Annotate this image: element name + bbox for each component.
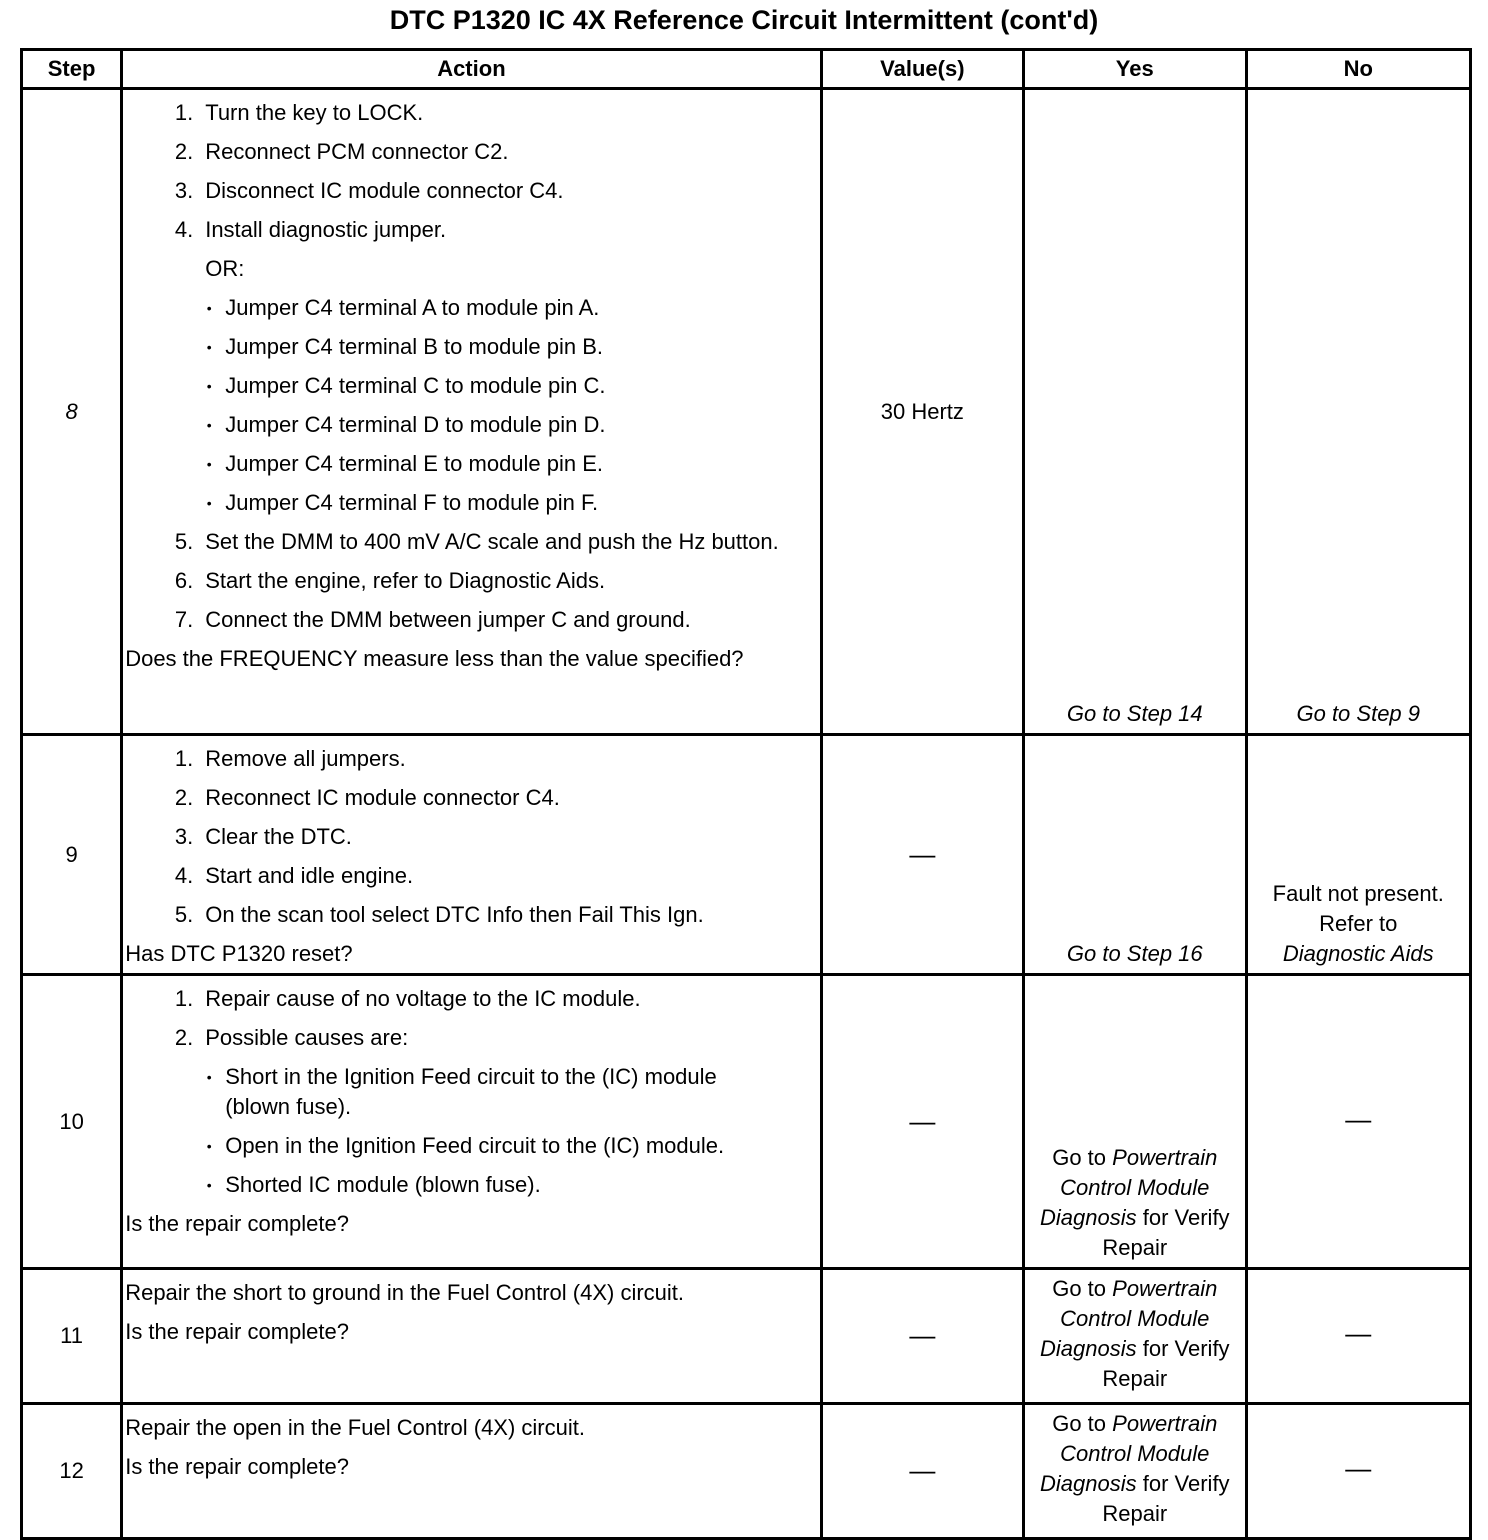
step-number: 10 [22, 975, 122, 1269]
no-dash: — [1345, 1318, 1372, 1348]
page-title: DTC P1320 IC 4X Reference Circuit Intermittent (cont'd) [389, 5, 1099, 35]
no-dash: — [1345, 1453, 1372, 1483]
table-row [22, 1269, 1471, 1404]
no-cell [1246, 1269, 1471, 1404]
value-dash: — [909, 1320, 936, 1350]
list-item: • Open in the Ignition Feed circuit to the (IC) module. [193, 1131, 805, 1161]
yes-cell [1024, 1404, 1246, 1539]
yes-text: Go to [1052, 1276, 1107, 1301]
bullet-icon: • [206, 1138, 212, 1154]
action-steps [125, 984, 805, 1053]
no-cell [1246, 89, 1471, 735]
list-item: • Short in the Ignition Feed circuit to the (IC) module (blown fuse). [193, 1062, 805, 1122]
yes-text: Verify Repair [1102, 1205, 1230, 1260]
step-number: 8 [22, 89, 122, 735]
action-steps [125, 98, 805, 245]
bullet-icon: • [206, 495, 212, 511]
yes-link[interactable]: Powertrain Control Module Diagnosis [1039, 1411, 1218, 1496]
yes-link[interactable]: Powertrain Control Module Diagnosis [1039, 1276, 1218, 1361]
list-item: 3. Clear the DTC. [174, 824, 352, 849]
or-label: OR: [205, 256, 245, 281]
bullet-icon: • [206, 300, 212, 316]
yes-text: Verify Repair [1102, 1471, 1230, 1526]
bullet-icon: • [206, 456, 212, 472]
yes-text: Go to [1052, 1411, 1107, 1436]
list-item: • Jumper C4 terminal D to module pin D. [193, 410, 805, 440]
table-row [22, 89, 1471, 735]
list-item: 1. Repair cause of no voltage to the IC module. [174, 986, 641, 1011]
value-dash: — [909, 1455, 936, 1485]
yes-cell [1024, 1269, 1246, 1404]
value-cell [821, 735, 1023, 975]
list-item: 2. Reconnect PCM connector C2. [174, 139, 509, 164]
value-cell: 30 Hertz [821, 89, 1023, 735]
bullet-icon: • [206, 339, 212, 355]
action-cell [122, 975, 821, 1269]
no-cell [1246, 975, 1471, 1269]
value-cell [821, 975, 1023, 1269]
yes-link[interactable]: Go to Step 16 [1066, 941, 1203, 966]
list-item: 1. Turn the key to LOCK. [174, 100, 424, 125]
table-row [22, 735, 1471, 975]
action-cell [122, 735, 821, 975]
list-item: • Jumper C4 terminal B to module pin B. [193, 332, 805, 362]
bullet-icon: • [206, 417, 212, 433]
question-text: Is the repair complete? [125, 1454, 349, 1479]
yes-link[interactable]: Powertrain Control Module Diagnosis [1039, 1145, 1218, 1230]
list-item: 7. Connect the DMM between jumper C and ground. [174, 607, 691, 632]
no-text: Refer to [1319, 911, 1398, 936]
yes-text: for [1142, 1336, 1169, 1361]
no-dash: — [1345, 1103, 1372, 1134]
value-cell [821, 1269, 1023, 1404]
no-cell [1246, 1404, 1471, 1539]
question-text: Is the repair complete? [125, 1319, 349, 1344]
list-item: • Jumper C4 terminal C to module pin C. [193, 371, 805, 401]
question-text: Does the FREQUENCY measure less than the value specified? [125, 646, 744, 671]
yes-cell [1024, 975, 1246, 1269]
list-item: 4. Install diagnostic jumper. [174, 217, 447, 242]
table-row [22, 1404, 1471, 1539]
action-cell [122, 1269, 821, 1404]
step-number: 12 [22, 1404, 122, 1539]
list-item: • Jumper C4 terminal A to module pin A. [193, 293, 805, 323]
no-text: Fault not present. [1272, 881, 1444, 906]
question-text: Is the repair complete? [125, 1211, 349, 1236]
yes-text: for [1142, 1205, 1169, 1230]
list-item: 4. Start and idle engine. [174, 863, 414, 888]
list-item: 1. Remove all jumpers. [174, 746, 406, 771]
no-link[interactable]: Go to Step 9 [1296, 701, 1421, 726]
list-item: 2. Possible causes are: [174, 1025, 409, 1050]
header-step: Step [22, 50, 122, 89]
diagnostic-table [20, 48, 1472, 1540]
no-cell [1246, 735, 1471, 975]
value-dash: — [909, 838, 936, 869]
yes-text: Verify Repair [1102, 1336, 1230, 1391]
header-row [22, 50, 1471, 89]
table-row [22, 975, 1471, 1269]
action-text: Repair the open in the Fuel Control (4X) circuit. [125, 1415, 585, 1440]
list-item: • Jumper C4 terminal E to module pin E. [193, 449, 805, 479]
no-link[interactable]: Diagnostic Aids [1282, 941, 1434, 966]
step-number: 9 [22, 735, 122, 975]
step-number: 11 [22, 1269, 122, 1404]
list-item: 5. On the scan tool select DTC Info then Fail This Ign. [174, 902, 704, 927]
yes-link[interactable]: Go to Step 14 [1066, 701, 1203, 726]
bullet-icon: • [206, 1069, 212, 1085]
list-item: • Jumper C4 terminal F to module pin F. [193, 488, 805, 518]
bullet-list [125, 293, 805, 518]
action-steps [125, 527, 805, 635]
action-cell [122, 89, 821, 735]
yes-cell [1024, 735, 1246, 975]
action-cell [122, 1404, 821, 1539]
list-item: 6. Start the engine, refer to Diagnostic Aids. [174, 568, 606, 593]
value-cell [821, 1404, 1023, 1539]
header-yes: Yes [1024, 50, 1246, 89]
header-value: Value(s) [821, 50, 1023, 89]
header-action: Action [122, 50, 821, 89]
question-text: Has DTC P1320 reset? [125, 941, 353, 966]
bullet-icon: • [206, 1177, 212, 1193]
action-text: Repair the short to ground in the Fuel Control (4X) circuit. [125, 1280, 685, 1305]
bullet-list [125, 1062, 805, 1200]
list-item: • Shorted IC module (blown fuse). [193, 1170, 805, 1200]
yes-text: Go to [1052, 1145, 1107, 1170]
header-no: No [1246, 50, 1471, 89]
yes-cell [1024, 89, 1246, 735]
list-item: 3. Disconnect IC module connector C4. [174, 178, 564, 203]
list-item: 5. Set the DMM to 400 mV A/C scale and push the Hz button. [174, 529, 779, 554]
value-dash: — [909, 1105, 936, 1136]
action-steps [125, 744, 805, 930]
bullet-icon: • [206, 378, 212, 394]
yes-text: for [1142, 1471, 1169, 1496]
list-item: 2. Reconnect IC module connector C4. [174, 785, 560, 810]
